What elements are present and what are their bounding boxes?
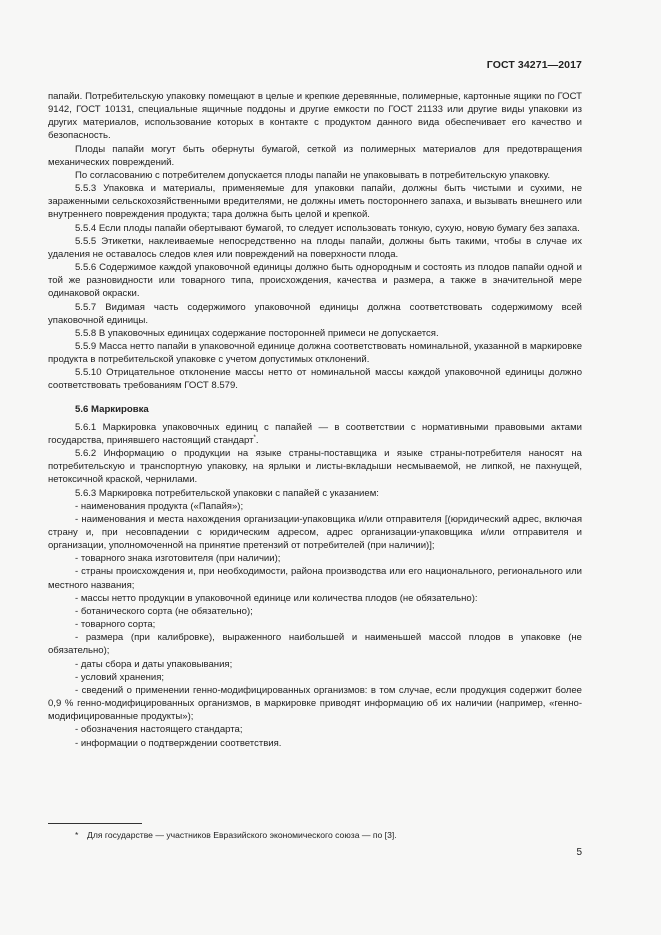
paragraph: 5.5.9 Масса нетто папайи в упаковочной единице должна соответствовать номинальной, указанной в маркировке продукта в потребительской упаковке с учетом допустимых отклонений. <box>48 340 582 366</box>
list-item: - массы нетто продукции в упаковочной единице или количества плодов (не обязательно): <box>75 592 478 604</box>
list-item: - информации о подтверждении соответствия. <box>75 737 282 749</box>
list-item: - обозначения настоящего стандарта; <box>75 724 243 736</box>
list-item: - ботанического сорта (не обязательно); <box>75 605 253 617</box>
footnote <box>75 830 575 841</box>
list-item: - товарного сорта; <box>75 619 156 631</box>
paragraph: 5.6.3 Маркировка потребительской упаковки с папайей с указанием: <box>75 487 379 499</box>
list-item: - размера (при калибровке), выраженного наибольшей и наименьшей массой плодов в упаковке (не обязательно); <box>48 632 582 657</box>
paragraph-tail: . <box>255 434 259 446</box>
document-header: ГОСТ 34271—2017 <box>486 59 582 71</box>
list-item: - товарного знака изготовителя (при наличии); <box>75 553 281 565</box>
paragraph: По согласованию с потребителем допускается плоды папайи не упаковывать в потребительскую упаковку. <box>75 169 551 181</box>
list-item: - наименования и места нахождения организации-упаковщика и/или отправителя [(юридический адрес, включая страну и, при несовпадении с юридическим адресом, адрес организации-упаковщика и/или отправителя и организации, уполномоченной на принятие претензий от потребителей (при наличии)]; <box>48 513 582 552</box>
list-item: - страны происхождения и, при необходимости, района производства или его национального, регионального или местного названия; <box>48 566 582 591</box>
paragraph-text: 5.6.1 Маркировка упаковочных единиц с папайей — в соответствии с нормативными правовыми актами государства, принявшего настоящий стандарт <box>48 421 582 446</box>
page-number: 5 <box>576 847 582 858</box>
paragraph: 5.5.7 Видимая часть содержимого упаковочной единицы должна соответствовать содержимому всей упаковочной единицы. <box>48 301 582 326</box>
paragraph: 5.5.3 Упаковка и материалы, применяемые для упаковки папайи, должны быть чистыми и сухими, не зараженными сельскохозяйственными вредителями, не должны иметь постороннего запаха, и вызывать внешнего или внутреннего повреждения продукта; тара должна быть целой и крепкой. <box>48 183 582 221</box>
paragraph: 5.5.6 Содержимое каждой упаковочной единицы должно быть однородным и состоять из плодов папайи одной и той же разновидности или товарного типа, происхождения, качества и размера, а также в значительной мере одинаковой окраски. <box>48 262 582 300</box>
footnote-mark: * <box>75 830 79 840</box>
list-item: - условий хранения; <box>75 671 165 683</box>
paragraph: 5.5.5 Этикетки, наклеиваемые непосредственно на плоды папайи, должны быть такими, чтобы в случае их удаления не оставалось следов клея или повреждений на поверхности плода. <box>48 235 582 260</box>
paragraph: 5.5.10 Отрицательное отклонение массы нетто от номинальной массы каждой упаковочной единицы должно соответствовать требованиям ГОСТ 8.579. <box>48 367 582 392</box>
paragraph: 5.5.8 В упаковочных единицах содержание посторонней примеси не допускается. <box>75 327 439 339</box>
paragraphs-before <box>48 90 582 393</box>
list-item: - сведений о применении генно-модифицированных организмов: в том случае, если продукция содержит более 0,9 % генно-модифицированных организмов, в маркировке приводят информацию об их наличии (например, «генно-модифицированные продукты»); <box>48 684 582 723</box>
footnote-rule <box>48 823 142 824</box>
list-item: - наименования продукта («Папайя»); <box>75 500 244 512</box>
paragraph: папайи. Потребительскую упаковку помещают в целые и крепкие деревянные, полимерные, картонные ящики по ГОСТ 9142, ГОСТ 10131, специальные ящичные поддоны и другие емкости по ГОСТ 21133 или другие виды упаковки из других материалов, использование которых в контакте с продуктом данного вида обеспечивает его качество и безопасность. <box>48 91 582 142</box>
list-item: - даты сбора и даты упаковывания; <box>75 658 233 670</box>
footnote-ref: * <box>253 434 256 441</box>
paragraph: Плоды папайи могут быть обернуты бумагой, сеткой из полимерных материалов для предотвращения механических повреждений. <box>48 143 582 168</box>
paragraph-5-6-1 <box>48 421 582 447</box>
document-body <box>48 90 582 750</box>
paragraph: 5.6.2 Информацию о продукции на языке страны-поставщика и языке страны-потребителя наносят на потребительскую и транспортную упаковку, на ярлыки и листы-вкладыши несмываемой, не липкой, не пахнущей, нетоксичной краской, чернилами. <box>48 448 582 486</box>
paragraphs-after <box>48 447 582 750</box>
paragraph: 5.5.4 Если плоды папайи обертывают бумагой, то следует использовать тонкую, сухую, новую бумагу без запаха. <box>75 222 580 234</box>
footnote-text: Для государстве — участников Евразийского экономического союза — по [3]. <box>87 830 397 840</box>
section-heading: 5.6 Маркировка <box>75 403 149 415</box>
